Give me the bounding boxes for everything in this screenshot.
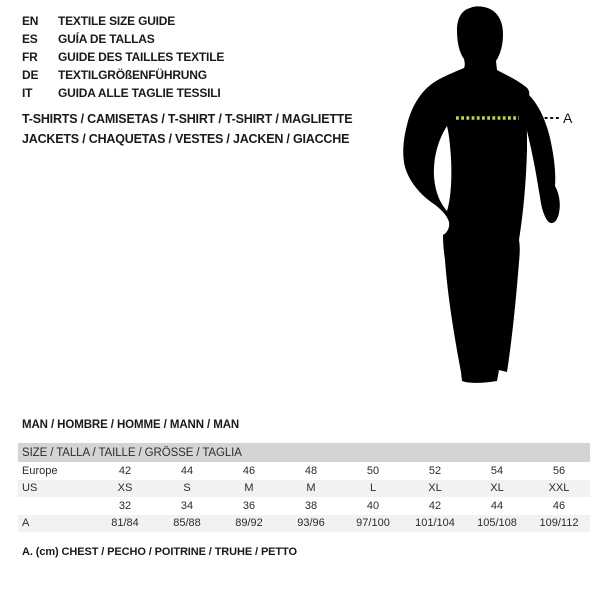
- garment-types-line1: T-SHIRTS / CAMISETAS / T-SHIRT / T-SHIRT / MAGLIETTE: [22, 112, 353, 126]
- language-code: EN: [22, 14, 39, 28]
- size-cell: XXL: [548, 482, 570, 495]
- size-cell: XS: [117, 482, 133, 495]
- language-label: GUIDA ALLE TAGLIE TESSILI: [58, 86, 221, 100]
- size-cell: 48: [304, 464, 318, 477]
- size-cell: XL: [428, 482, 442, 495]
- size-cell: 93/96: [297, 517, 325, 530]
- language-label: GUÍA DE TALLAS: [58, 32, 155, 46]
- size-cell: 34: [180, 499, 194, 512]
- section-title-man: MAN / HOMBRE / HOMME / MANN / MAN: [22, 419, 240, 431]
- language-label: TEXTILE SIZE GUIDE: [58, 14, 176, 28]
- size-cell: 85/88: [173, 517, 201, 530]
- size-table-row-europe: [18, 462, 590, 480]
- row-label: A: [22, 517, 30, 530]
- garment-types: [22, 109, 352, 149]
- size-cell: 50: [366, 464, 380, 477]
- size-cell: 42: [428, 499, 442, 512]
- language-label: TEXTILGRÖßENFÜHRUNG: [58, 68, 207, 82]
- size-cell: 56: [552, 464, 566, 477]
- size-cell: S: [183, 482, 191, 495]
- man-silhouette: [403, 6, 529, 383]
- size-cell: 42: [118, 464, 132, 477]
- size-cell: 44: [180, 464, 194, 477]
- size-cell: M: [244, 482, 254, 495]
- size-table-row-chest: [18, 515, 590, 533]
- size-table-row-us: [18, 480, 590, 498]
- size-cell: M: [306, 482, 316, 495]
- garment-types-line2: JACKETS / CHAQUETAS / VESTES / JACKEN / GIACCHE: [22, 132, 350, 146]
- measure-label: A: [563, 110, 573, 126]
- size-cell: 32: [118, 499, 132, 512]
- size-cell: 101/104: [415, 517, 455, 530]
- language-row: [22, 30, 224, 48]
- size-cell: 109/112: [539, 517, 579, 530]
- size-cell: 97/100: [356, 517, 390, 530]
- size-cell: 81/84: [111, 517, 139, 530]
- size-cell: 36: [242, 499, 256, 512]
- size-cell: 52: [428, 464, 442, 477]
- language-row: [22, 48, 224, 66]
- language-row: [22, 66, 224, 84]
- language-code: FR: [22, 50, 38, 64]
- size-cell: 54: [490, 464, 504, 477]
- language-list: [22, 12, 224, 102]
- size-cell: 38: [304, 499, 318, 512]
- row-label: US: [22, 482, 38, 495]
- language-code: IT: [22, 86, 33, 100]
- language-label: GUIDE DES TAILLES TEXTILE: [58, 50, 225, 64]
- size-cell: 46: [242, 464, 256, 477]
- arm-body-gap: [434, 126, 451, 211]
- man-right-arm: [519, 90, 560, 223]
- size-cell: 44: [490, 499, 504, 512]
- language-row: [22, 84, 224, 102]
- size-cell: 40: [366, 499, 380, 512]
- size-table-row-numeric: [18, 497, 590, 515]
- language-code: DE: [22, 68, 39, 82]
- language-code: ES: [22, 32, 38, 46]
- size-cell: XL: [490, 482, 504, 495]
- size-table: [18, 443, 590, 532]
- size-cell: 105/108: [477, 517, 517, 530]
- size-cell: 89/92: [235, 517, 263, 530]
- size-cell: L: [369, 482, 377, 495]
- row-label: Europe: [22, 464, 58, 477]
- measurement-footnote: A. (cm) CHEST / PECHO / POITRINE / TRUHE / PETTO: [22, 546, 297, 558]
- size-cell: 46: [552, 499, 566, 512]
- size-table-header: SIZE / TALLA / TAILLE / GRÖSSE / TAGLIA: [18, 443, 590, 462]
- language-row: [22, 12, 224, 30]
